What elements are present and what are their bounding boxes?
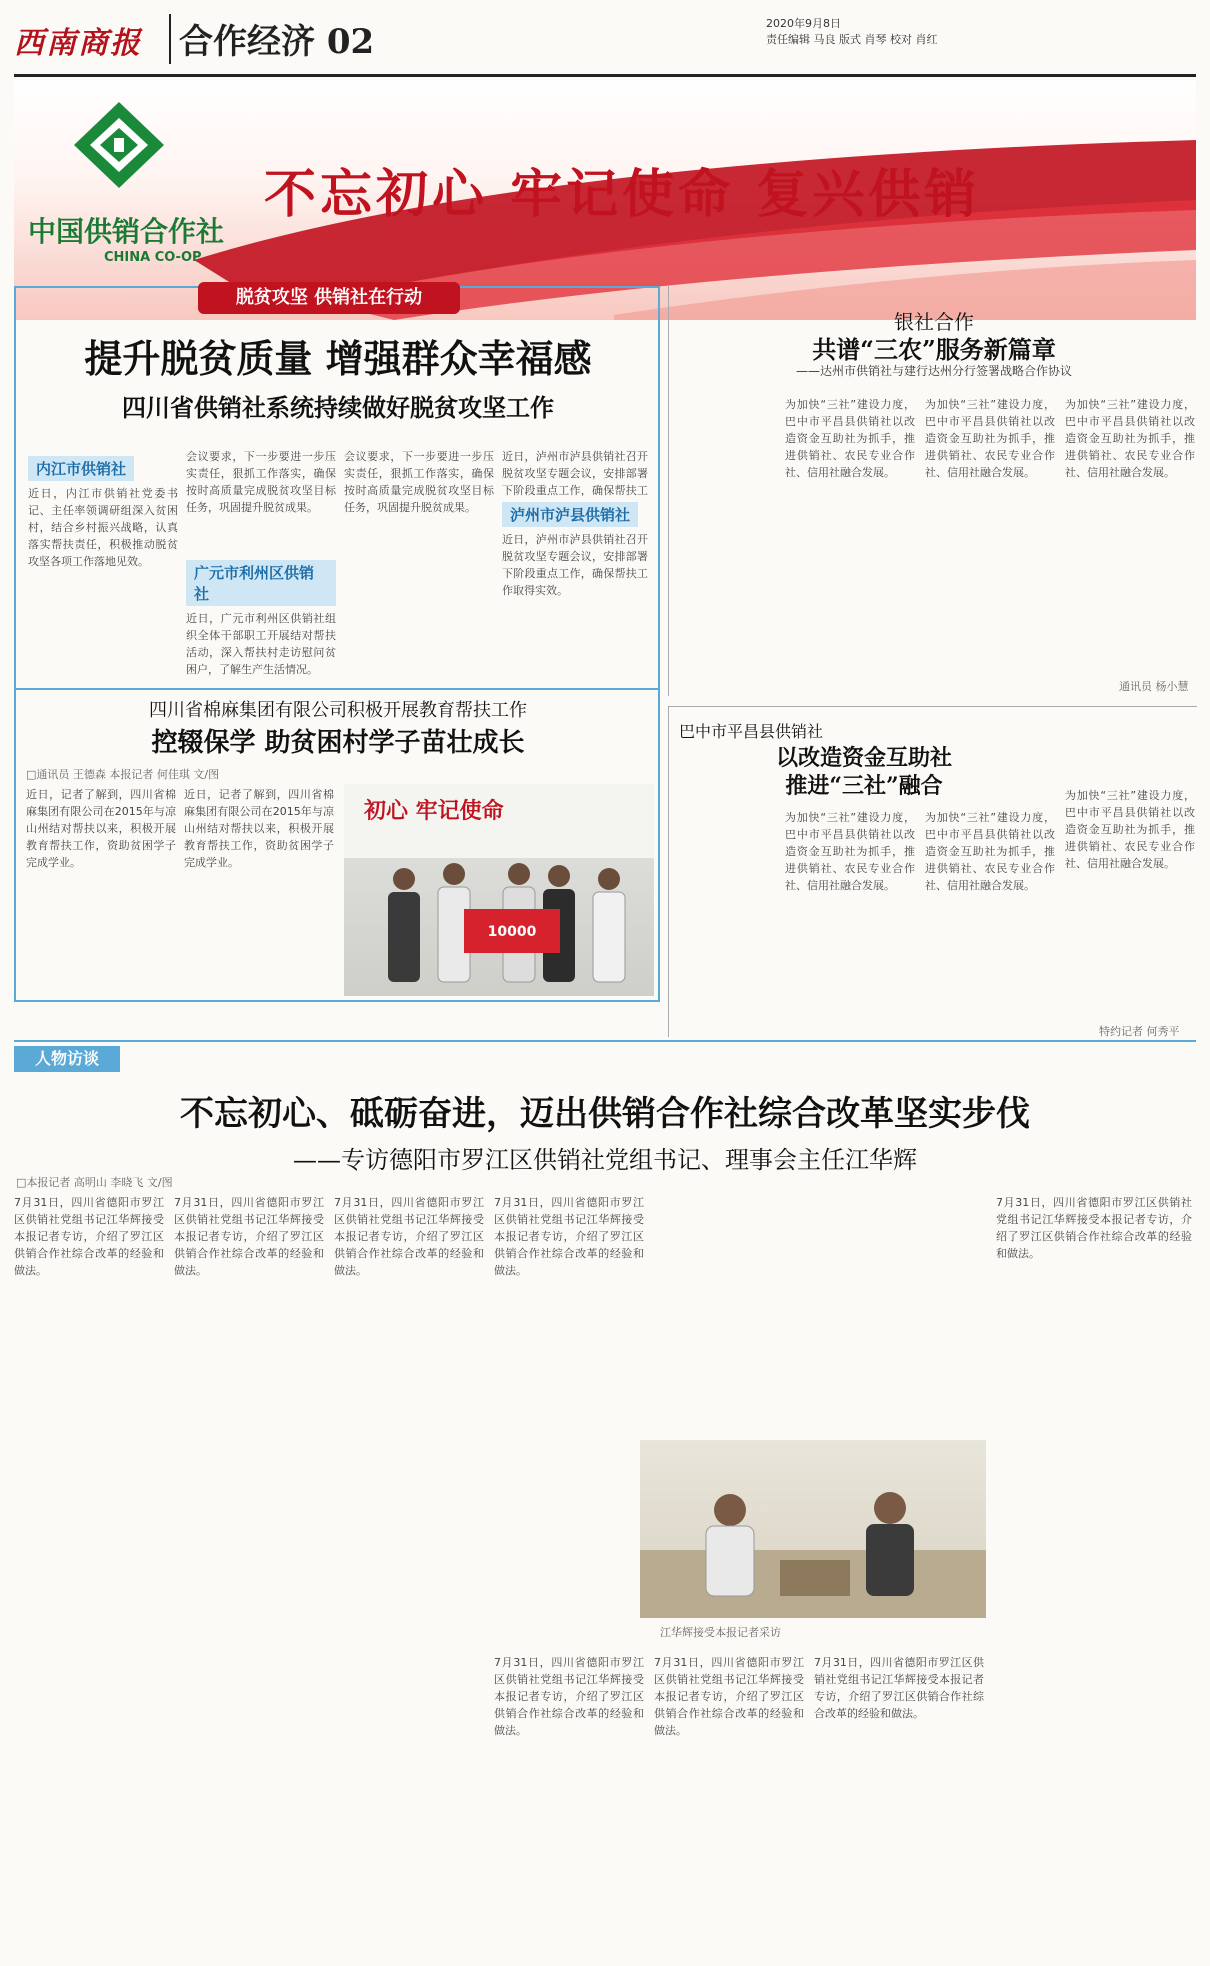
article-text: 为加快“三社”建设力度，巴中市平昌县供销社以改造资金互助社为抓手，推进供销社、农民专业合作社、信用社融合发展。	[785, 398, 915, 479]
masthead-divider	[169, 14, 171, 64]
second-story-byline: □通讯员 王德森 本报记者 何佳琪 文/图	[26, 768, 220, 781]
interview-tag: 人物访谈	[14, 1046, 120, 1072]
right-story1-subtitle: ——达州市供销社与建行达州分行签署战略合作协议	[795, 364, 1072, 378]
article-text: 7月31日，四川省德阳市罗江区供销社党组书记江华辉接受本报记者专访，介绍了罗江区供销合作社综合改革的经验和做法。	[996, 1196, 1192, 1260]
photo-banner-text: 初心 牢记使命	[364, 798, 504, 824]
section-label-luxian: 泸州市泸县供销社	[502, 502, 638, 527]
article-text: 为加快“三社”建设力度，巴中市平昌县供销社以改造资金互助社为抓手，推进供销社、农民专业合作社、信用社融合发展。	[785, 811, 915, 892]
column-2	[186, 448, 336, 720]
article-text: 近日，泸州市泸县供销社召开脱贫攻坚专题会议，安排部署下阶段重点工作，确保帮扶工	[502, 450, 648, 496]
article-text: 7月31日，四川省德阳市罗江区供销社党组书记江华辉接受本报记者专访，介绍了罗江区供销合作社综合改革的经验和做法。	[814, 1656, 984, 1720]
photo-donation	[344, 784, 654, 996]
top-headline: 提升脱贫质量 增强群众幸福感	[84, 336, 592, 381]
right-story-2	[668, 706, 1197, 1037]
interview-scene	[640, 1440, 986, 1618]
people-figures	[344, 784, 654, 996]
article-text: 近日，记者了解到，四川省棉麻集团有限公司在2015年与凉山州结对帮扶以来，积极开展教育帮扶工作，资助贫困学子完成学业。	[26, 788, 176, 869]
photo-interview	[640, 1440, 986, 1618]
paper-logo: 西南商报	[14, 26, 142, 61]
interview-subheadline: ——专访德阳市罗江区供销社党组书记、理事会主任江华辉	[293, 1146, 917, 1174]
right-story1-title1: 银社合作	[894, 310, 974, 334]
article-text: 7月31日，四川省德阳市罗江区供销社党组书记江华辉接受本报记者专访，介绍了罗江区供销合作社综合改革的经验和做法。	[494, 1196, 644, 1277]
page-number: 02	[326, 22, 375, 62]
interview-headline: 不忘初心、砥砺奋进，迈出供销合作社综合改革坚实步伐	[180, 1094, 1030, 1134]
article-text: 7月31日，四川省德阳市罗江区供销社党组书记江华辉接受本报记者专访，介绍了罗江区供销合作社综合改革的经验和做法。	[174, 1196, 324, 1277]
article-text: 7月31日，四川省德阳市罗江区供销社党组书记江华辉接受本报记者专访，介绍了罗江区供销合作社综合改革的经验和做法。	[334, 1196, 484, 1277]
right-story-1	[668, 286, 1197, 696]
article-text: 7月31日，四川省德阳市罗江区供销社党组书记江华辉接受本报记者专访，介绍了罗江区供销合作社综合改革的经验和做法。	[654, 1656, 804, 1737]
campaign-tag: 脱贫攻坚 供销社在行动	[198, 282, 460, 314]
china-coop-logo-icon	[54, 100, 184, 190]
banner-slogan: 不忘初心 牢记使命 复兴供销	[264, 164, 981, 225]
right-story1-credit: 通讯员 杨小慧	[1119, 680, 1189, 693]
column-3	[344, 448, 494, 688]
check-amount: 10000	[487, 924, 537, 940]
right-story2-credit: 特约记者 何秀平	[1099, 1025, 1180, 1038]
org-name-cn: 中国供销合作社	[28, 215, 225, 248]
section-title	[179, 14, 374, 63]
article-text: 会议要求，下一步要进一步压实责任，狠抓工作落实，确保按时高质量完成脱贫攻坚目标任务，巩固提升脱贫成果。	[344, 450, 494, 514]
right-story2-title2: 以改造资金互助社	[775, 745, 952, 771]
article-text: 近日，泸州市泸县供销社召开脱贫攻坚专题会议，安排部署下阶段重点工作，确保帮扶工作取得实效。	[502, 533, 648, 597]
interview-photo-caption: 江华辉接受本报记者采访	[660, 1626, 781, 1639]
section-name: 合作经济	[179, 22, 315, 62]
story-divider	[16, 688, 658, 690]
right-story1-title2: 共谱“三农”服务新篇章	[812, 335, 1056, 364]
column-luxian	[502, 448, 648, 681]
issue-meta	[766, 16, 937, 48]
hero-banner	[14, 80, 1196, 320]
top-subheadline: 四川省供销社系统持续做好脱贫攻坚工作	[122, 393, 554, 422]
section-rule	[14, 1040, 1196, 1042]
article-text: 为加快“三社”建设力度，巴中市平昌县供销社以改造资金互助社为抓手，推进供销社、农民专业合作社、信用社融合发展。	[1065, 398, 1195, 479]
issue-date: 2020年9月8日	[766, 17, 841, 30]
second-story-title2: 控辍保学 助贫困村学子苗壮成长	[151, 728, 525, 758]
article-text: 为加快“三社”建设力度，巴中市平昌县供销社以改造资金互助社为抓手，推进供销社、农民专业合作社、信用社融合发展。	[1065, 789, 1195, 870]
second-story-title1: 四川省棉麻集团有限公司积极开展教育帮扶工作	[149, 700, 527, 721]
column-neijiang	[28, 456, 178, 703]
article-text: 会议要求，下一步要进一步压实责任，狠抓工作落实，确保按时高质量完成脱贫攻坚目标任务，巩固提升脱贫成果。	[186, 450, 336, 514]
section-label-lizhou: 广元市利州区供销社	[186, 560, 336, 606]
interview-byline: □本报记者 高明山 李晓飞 文/图	[16, 1176, 173, 1189]
right-story2-title1: 巴中市平昌县供销社	[679, 722, 824, 741]
article-text: 为加快“三社”建设力度，巴中市平昌县供销社以改造资金互助社为抓手，推进供销社、农民专业合作社、信用社融合发展。	[925, 811, 1055, 892]
article-text: 为加快“三社”建设力度，巴中市平昌县供销社以改造资金互助社为抓手，推进供销社、农民专业合作社、信用社融合发展。	[925, 398, 1055, 479]
article-text: 7月31日，四川省德阳市罗江区供销社党组书记江华辉接受本报记者专访，介绍了罗江区供销合作社综合改革的经验和做法。	[494, 1656, 644, 1737]
right-story2-title3: 推进“三社”融合	[785, 773, 943, 799]
section-label-neijiang: 内江市供销社	[28, 456, 134, 481]
article-text: 近日，记者了解到，四川省棉麻集团有限公司在2015年与凉山州结对帮扶以来，积极开展教育帮扶工作，资助贫困学子完成学业。	[184, 788, 334, 869]
masthead	[14, 8, 1196, 77]
article-text: 7月31日，四川省德阳市罗江区供销社党组书记江华辉接受本报记者专访，介绍了罗江区供销合作社综合改革的经验和做法。	[14, 1196, 164, 1277]
org-name-en: CHINA CO-OP	[104, 250, 202, 265]
editor-credits: 责任编辑 马良 版式 肖琴 校对 肖红	[766, 33, 938, 46]
article-text: 近日，广元市利州区供销社组织全体干部职工开展结对帮扶活动，深入帮扶村走访慰问贫困户，了解生产生活情况。	[186, 612, 336, 676]
article-text: 近日，内江市供销社党委书记、主任率领调研组深入贫困村，结合乡村振兴战略，认真落实帮扶责任，积极推动脱贫攻坚各项工作落地见效。	[28, 487, 178, 568]
